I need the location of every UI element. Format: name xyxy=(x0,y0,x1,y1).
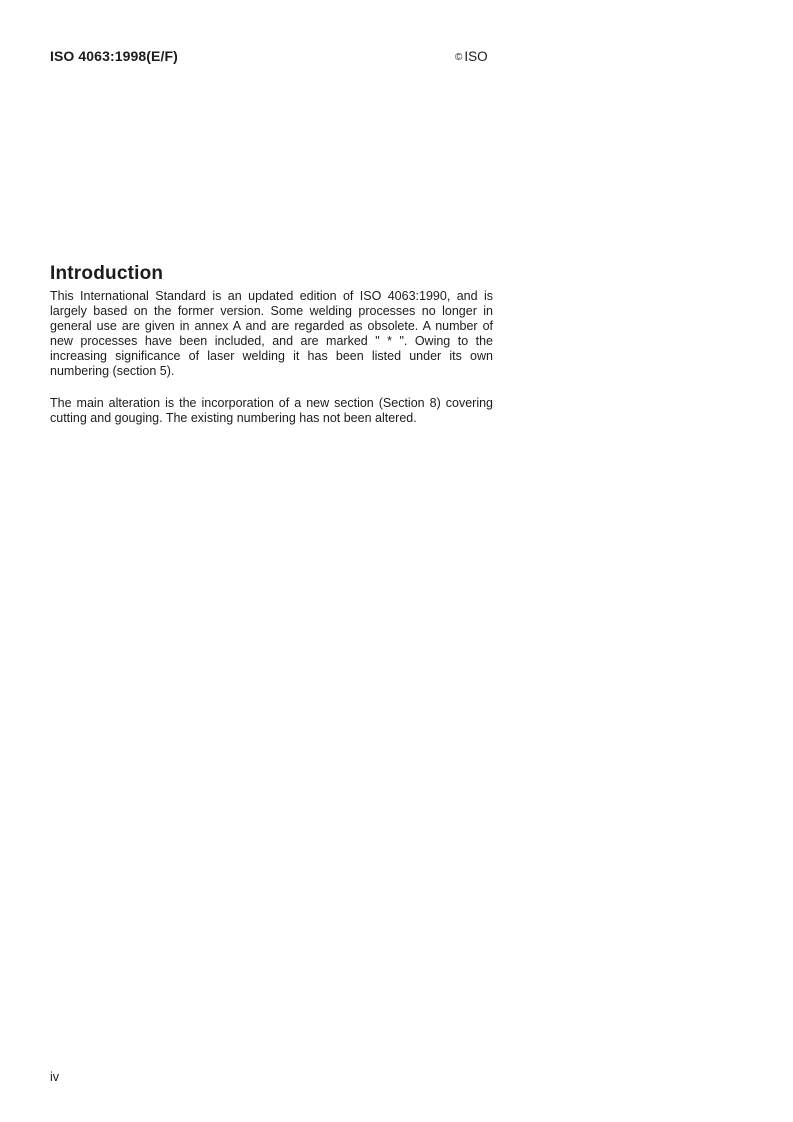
intro-paragraph-1: This International Standard is an updated edition of ISO 4063:1990, and is largely based on the former version. Some welding processes no longer in general use are given in annex A and are regarded as obsolete. A number of new processes have been included, and are marked " * ". Owing to the increasing significance of laser welding it has been listed under its own numbering (section 5). xyxy=(50,289,493,378)
intro-body xyxy=(50,289,493,443)
intro-paragraph-2: The main alteration is the incorporation of a new section (Section 8) covering cutting and gouging. The existing numbering has not been altered. xyxy=(50,396,493,425)
header-doc-number: ISO 4063:1998(E/F) xyxy=(50,48,178,64)
page-number: iv xyxy=(50,1070,60,1084)
header-copyright xyxy=(455,49,488,64)
intro-heading: Introduction xyxy=(50,262,164,284)
copyright-label: ISO xyxy=(464,49,488,64)
copyright-icon: © xyxy=(455,52,463,63)
